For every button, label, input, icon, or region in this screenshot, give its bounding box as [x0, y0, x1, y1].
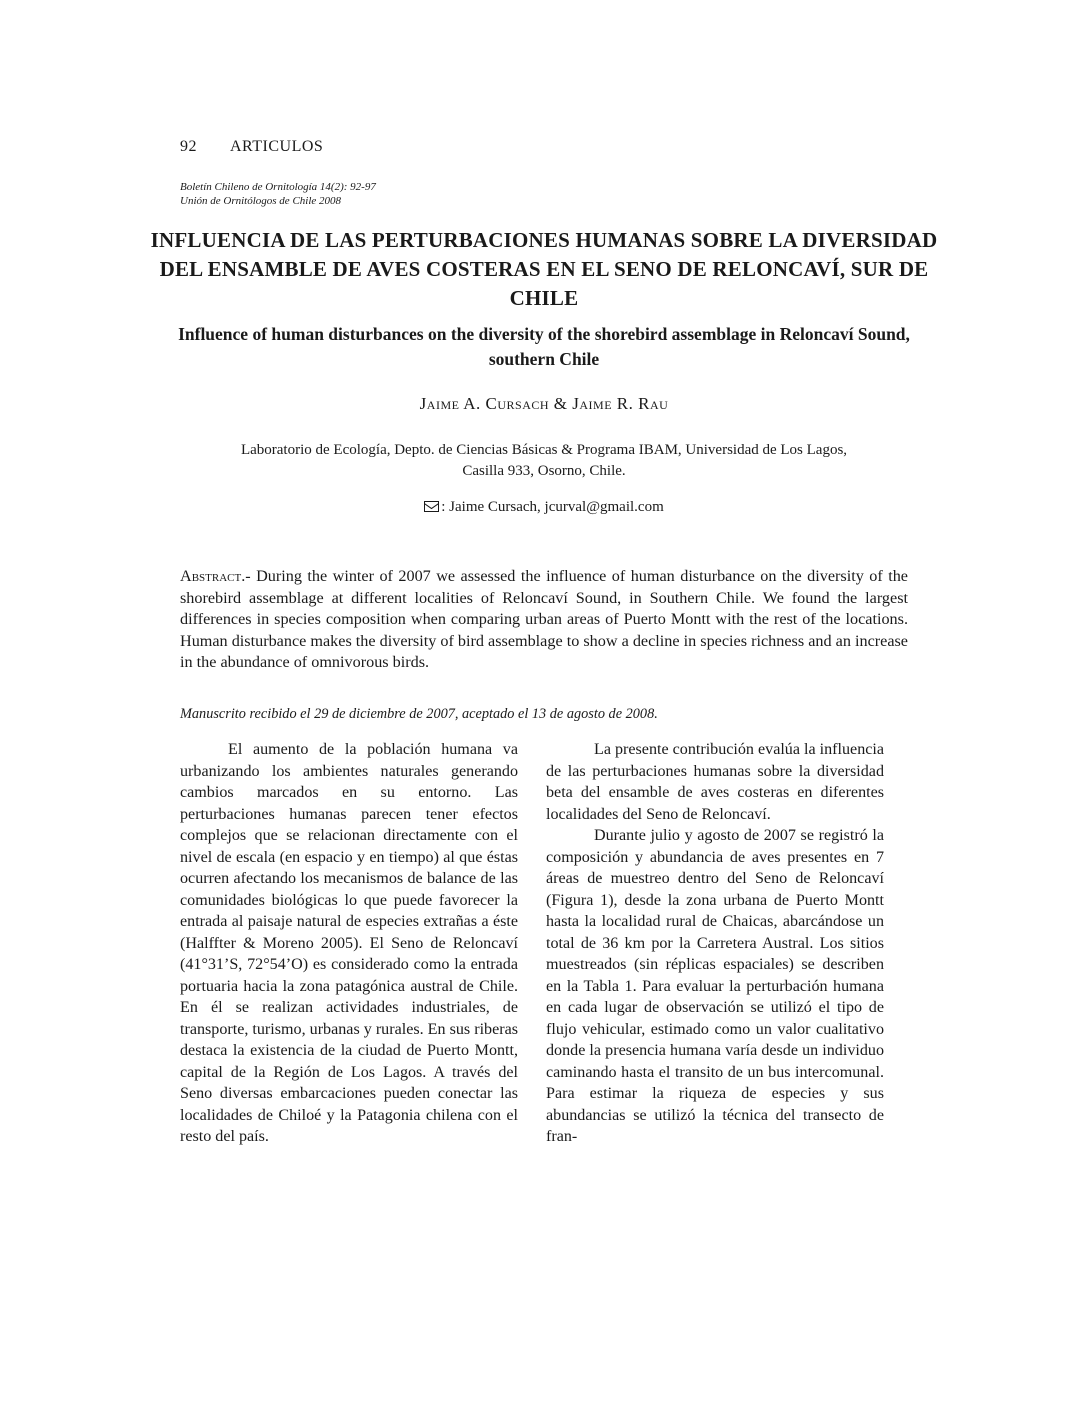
running-header	[180, 138, 323, 156]
authors: Jaime A. Cursach & Jaime R. Rau	[419, 394, 669, 413]
page-number: 92	[180, 138, 197, 155]
envelope-icon	[424, 501, 439, 512]
affiliation-line-1: Laboratorio de Ecología, Depto. de Ciencias Básicas & Programa IBAM, Universidad de Los Lagos,	[240, 442, 848, 458]
abstract-text: During the winter of 2007 we assessed the influence of human disturbance on the diversity of the shorebird assemblage at different localities of Reloncaví Sound, in Southern Chile. We found the largest differences in species composition when comparing urban areas of Puerto Montt with the rest of the locations. Human disturbance makes the diversity of bird assemblage to show a decline in species richness and an increase in the abundance of omnivorous birds.	[180, 567, 908, 671]
paragraph: Durante julio y agosto de 2007 se registró la composición y abundancia de aves presentes en 7 áreas de muestreo dentro del Seno de Reloncaví (Figura 1), desde la zona urbana de Puerto Montt hasta la localidad rural de Chaicas, abarcándose un total de 36 km por la Carretera Austral. Los sitios muestreados (sin réplicas espaciales) se describen en la Tabla 1. Para evaluar la perturbación humana en cada lugar de observación se utilizó el tipo de flujo vehicular, estimado como un valor cualitativo donde la presencia humana varía desde un individuo caminando hasta el transito de un bus intercomunal. Para estimar la riqueza de especies y sus abundancias se utilizó la técnica del transecto de fran-	[546, 827, 884, 1145]
contact-line	[180, 499, 908, 516]
body-column-left	[180, 739, 518, 1148]
body-column-right	[546, 739, 884, 1148]
section-name: ARTICULOS	[230, 138, 324, 155]
received-note: Manuscrito recibido el 29 de diciembre de 2007, aceptado el 13 de agosto de 2008.	[180, 706, 658, 722]
title-english: Influence of human disturbances on the diversity of the shorebird assemblage in Reloncaví Sound, southern Chile	[178, 324, 910, 369]
contact-text: : Jaime Cursach, jcurval@gmail.com	[441, 499, 664, 515]
journal-publisher: Unión de Ornitólogos de Chile 2008	[180, 195, 342, 207]
abstract	[180, 566, 908, 674]
abstract-label: Abstract.-	[180, 567, 251, 585]
title-spanish: INFLUENCIA DE LAS PERTURBACIONES HUMANAS SOBRE LA DIVERSIDAD DEL ENSAMBLE DE AVES COSTERAS EN EL SENO DE RELONCAVÍ, SUR DE CHILE	[150, 228, 938, 310]
paragraph: La presente contribución evalúa la influencia de las perturbaciones humanas sobre la diversidad beta del ensamble de aves costeras en diferentes localidades del Seno de Reloncaví.	[546, 741, 885, 823]
affiliation-line-2: Casilla 933, Osorno, Chile.	[462, 463, 626, 479]
journal-citation: Boletín Chileno de Ornitología 14(2): 92-97	[180, 181, 376, 193]
journal-info	[180, 180, 376, 208]
affiliation	[180, 440, 908, 482]
paragraph: El aumento de la población humana va urbanizando los ambientes naturales generando cambios marcados en su entorno. Las perturbaciones humanas parecen tener efectos complejos que se relacionan directamente con el nivel de escala (en espacio y en tiempo) al que éstas ocurren afectando los mecanismos de balance de las comunidades biológicas lo que puede favorecer la entrada al paisaje natural de especies extrañas a éste (Halffter & Moreno 2005). El Seno de Reloncaví (41°31’S, 72°54’O) es considerado como la entrada portuaria hacia la zona patagónica austral de Chile. En él se realizan actividades industriales, de transporte, turismo, urbanas y rurales. En sus riberas destaca la existencia de la ciudad de Puerto Montt, capital de la Región de Los Lagos. A través del Seno diversas embarcaciones pueden conectar las localidades de Chiloé y la Patagonia chilena con el resto del país.	[180, 741, 518, 1145]
